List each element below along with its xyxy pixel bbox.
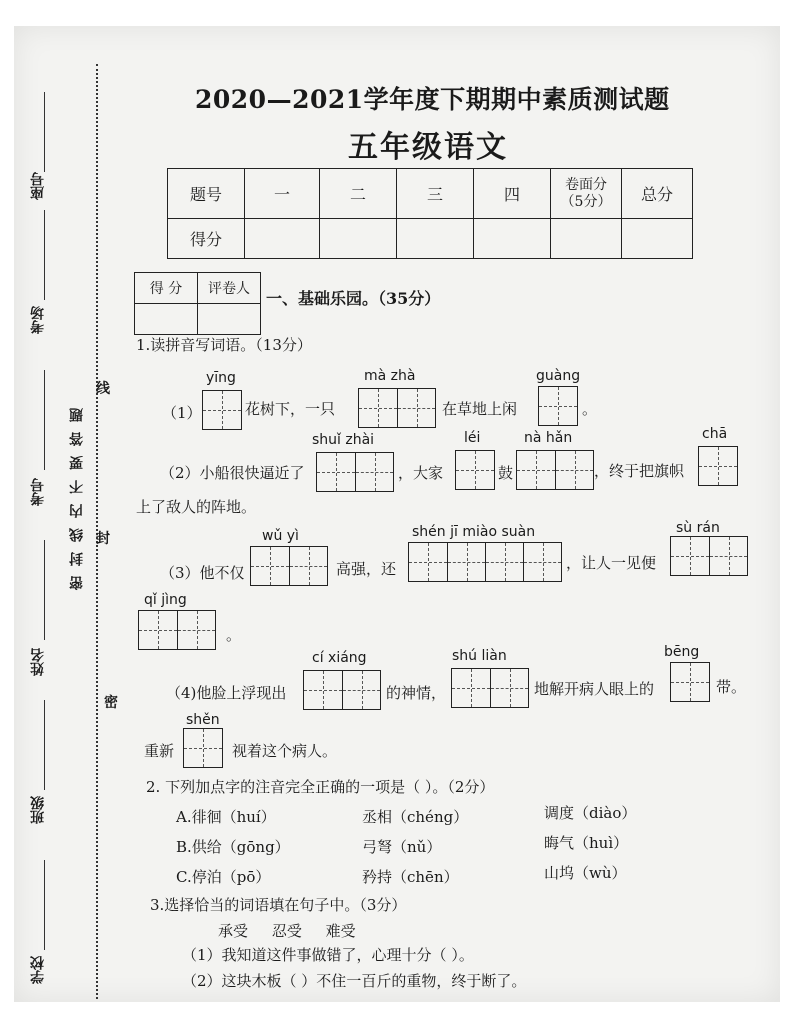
grader-name-label: 评卷人 xyxy=(198,273,261,304)
q1-s4-box-3[interactable] xyxy=(670,662,710,702)
q1-s4-pinyin-1: cí xiáng xyxy=(312,650,367,666)
q1-s3-pinyin-2: shén jī miào suàn xyxy=(412,524,536,540)
score-header-1: 一 xyxy=(245,169,320,219)
score-cell-total[interactable] xyxy=(622,219,693,259)
q2-option-a-2: 丞相（chéng） xyxy=(362,808,469,826)
q3-word-bank: 承受 忍受 难受 xyxy=(218,922,356,940)
q1-s2-text-4: 上了敌人的阵地。 xyxy=(136,498,257,516)
q1-s4-text-1: 的神情， xyxy=(386,684,447,702)
grader-name-cell[interactable] xyxy=(198,304,261,335)
exam-room-line xyxy=(44,210,45,300)
neatness-points: （5分） xyxy=(560,193,612,210)
q1-s2-box-1[interactable] xyxy=(316,452,394,492)
q1-s2-box-4[interactable] xyxy=(698,446,738,486)
q1-s4-text-4a: 重新 xyxy=(144,742,175,760)
q1-s1-number: （1） xyxy=(162,404,202,422)
exam-room-label: 考场 xyxy=(30,306,46,334)
score-cell-3[interactable] xyxy=(397,219,474,259)
q1-s3-text-4: 。 xyxy=(226,626,242,644)
q1-s4-box-4[interactable] xyxy=(183,728,223,768)
exam-id-line xyxy=(44,370,45,470)
q1-s1-box-3[interactable] xyxy=(538,386,578,426)
q1-s4-text-2: 地解开病人眼上的 xyxy=(534,680,655,698)
q1-s3-text-1: 高强，还 xyxy=(336,560,397,578)
sealing-warning: 密封线内不要答题 xyxy=(69,398,85,590)
school-line xyxy=(44,860,45,950)
q1-s1-text-1: 花树下，一只 xyxy=(245,400,336,418)
class-label: 班级 xyxy=(30,796,46,824)
q1-s3-pinyin-4: qǐ jìng xyxy=(144,592,187,608)
grader-score-label: 得 分 xyxy=(135,273,198,304)
q1-s1-pinyin-1: yīng xyxy=(206,370,236,386)
name-label: 姓名 xyxy=(30,648,46,676)
class-line xyxy=(44,700,45,790)
name-line xyxy=(44,540,45,640)
q1-s3-box-1[interactable] xyxy=(250,546,328,586)
q1-s3-pinyin-1: wǔ yì xyxy=(262,528,299,544)
q1-s2-box-2[interactable] xyxy=(455,450,495,490)
section-title: 一、基础乐园。（35分） xyxy=(266,289,441,308)
grader-table xyxy=(134,272,261,335)
seat-number-label: 座号 xyxy=(30,172,46,200)
q1-s1-text-2: 在草地上闲 xyxy=(442,400,518,418)
q1-s2-number: （2）小船很快逼近了 xyxy=(160,464,305,482)
q3-sentence-1: （1）我知道这件事做错了，心理十分（ ）。 xyxy=(182,946,474,964)
q1-s4-number: （4)他脸上浮现出 xyxy=(166,684,287,702)
score-header-2: 二 xyxy=(320,169,397,219)
q1-s4-pinyin-2: shú liàn xyxy=(452,648,507,664)
q1-s2-pinyin-2: léi xyxy=(464,430,481,446)
score-cell-neatness[interactable] xyxy=(551,219,622,259)
q1-s2-pinyin-3: nà hǎn xyxy=(524,430,573,446)
seal-mark-seal: 封 xyxy=(96,531,110,547)
q1-s4-box-1[interactable] xyxy=(303,670,381,710)
seat-number-line xyxy=(44,92,45,172)
q2-option-c-2: 矜持（chēn） xyxy=(362,868,459,886)
exam-id-label: 考号 xyxy=(30,478,46,506)
q2-option-b-3: 晦气（huì） xyxy=(544,834,629,852)
q1-s1-box-1[interactable] xyxy=(202,390,242,430)
q1-s2-text-3: ，终于把旗帜 xyxy=(594,462,685,480)
q1-s4-text-3: 带。 xyxy=(716,678,747,696)
grader-score-cell[interactable] xyxy=(135,304,198,335)
score-header-3: 三 xyxy=(397,169,474,219)
score-table xyxy=(167,168,693,259)
q1-s3-text-2: ，让人一见便 xyxy=(566,554,657,572)
q2-option-c-3: 山坞（wù） xyxy=(544,864,627,882)
score-header-neatness xyxy=(551,169,622,219)
seal-mark-line: 线 xyxy=(96,381,110,397)
q1-s4-pinyin-3: bēng xyxy=(664,644,700,660)
score-cell-4[interactable] xyxy=(474,219,551,259)
q2-option-a-1[interactable]: A.徘徊（huí） xyxy=(176,808,276,826)
q1-s3-pinyin-3: sù rán xyxy=(676,520,720,536)
score-cell-1[interactable] xyxy=(245,219,320,259)
score-header-4: 四 xyxy=(474,169,551,219)
q3-sentence-2: （2）这块木板（ ）不住一百斤的重物，终于断了。 xyxy=(182,972,527,990)
q3-title: 3.选择恰当的词语填在句子中。（3分） xyxy=(150,896,407,914)
q1-s4-pinyin-4: shěn xyxy=(186,712,220,728)
q2-option-b-2: 弓弩（nǔ） xyxy=(362,838,442,856)
exam-title: 2020—2021学年度下期期中素质测试题 xyxy=(195,85,670,114)
q1-title: 1.读拼音写词语。（13分） xyxy=(136,336,312,354)
score-row-label: 得分 xyxy=(168,219,245,259)
q1-s2-pinyin-1: shuǐ zhài xyxy=(312,432,375,448)
q1-s2-text-1: ，大家 xyxy=(398,464,444,482)
q1-s4-text-4b: 视着这个病人。 xyxy=(232,742,338,760)
q1-s3-box-3[interactable] xyxy=(670,536,748,576)
q1-s4-box-2[interactable] xyxy=(451,668,529,708)
q1-s2-box-3[interactable] xyxy=(516,450,594,490)
q2-option-b-1[interactable]: B.供给（gōng） xyxy=(176,838,290,856)
q1-s1-text-3: 。 xyxy=(582,400,598,418)
q2-option-a-3: 调度（diào） xyxy=(544,804,637,822)
score-header-question: 题号 xyxy=(168,169,245,219)
q1-s1-pinyin-3: guàng xyxy=(536,368,581,384)
q1-s3-box-4[interactable] xyxy=(138,610,216,650)
neatness-label: 卷面分 xyxy=(565,176,607,193)
score-cell-2[interactable] xyxy=(320,219,397,259)
q1-s2-text-2: 鼓 xyxy=(498,464,514,482)
exam-subtitle: 五年级语文 xyxy=(348,130,508,165)
seal-mark-secret: 密 xyxy=(104,695,118,711)
q1-s2-pinyin-4: chā xyxy=(702,426,728,442)
q1-s3-box-2[interactable] xyxy=(408,542,562,582)
q1-s1-box-2[interactable] xyxy=(358,388,436,428)
score-header-total: 总分 xyxy=(622,169,693,219)
school-label: 学校 xyxy=(30,956,46,984)
q1-s3-number: （3）他不仅 xyxy=(160,564,245,582)
q2-option-c-1[interactable]: C.停泊（pō） xyxy=(176,868,271,886)
q2-title: 2. 下列加点字的注音完全正确的一项是（ ）。（2分） xyxy=(146,778,495,796)
q1-s1-pinyin-2: mà zhà xyxy=(364,368,416,384)
